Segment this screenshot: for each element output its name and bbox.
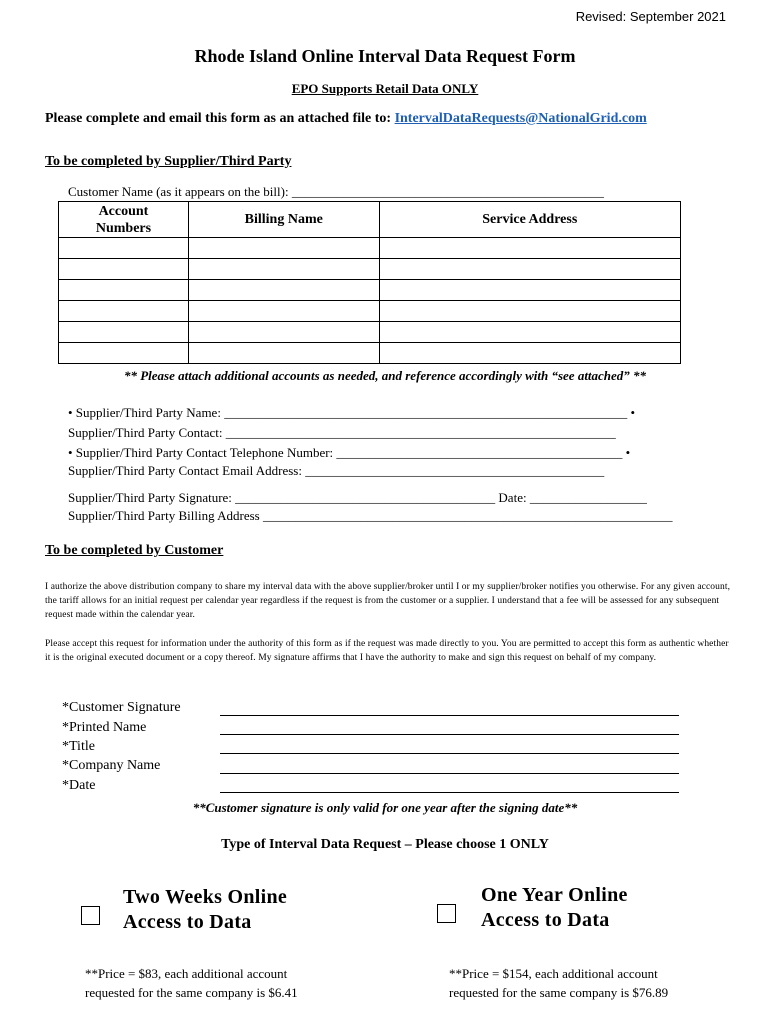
price-line: **Price = $83, each additional account	[85, 966, 288, 981]
supplier-phone-field[interactable]: • Supplier/Third Party Contact Telephone Number: ____________________________________________ •	[68, 445, 631, 460]
table-cell[interactable]	[188, 343, 379, 364]
company-name-line[interactable]	[220, 773, 679, 774]
table-cell[interactable]	[59, 301, 189, 322]
option-label-line: Access to Data	[481, 909, 610, 931]
table-cell[interactable]	[59, 280, 189, 301]
attach-accounts-note: ** Please attach additional accounts as needed, and reference accordingly with “see attached” **	[123, 368, 647, 383]
service-address-header: Service Address	[379, 202, 680, 238]
table-cell[interactable]	[379, 301, 680, 322]
supplier-name-field[interactable]: • Supplier/Third Party Name: ______________________________________________________________ •	[68, 405, 635, 420]
date-line[interactable]	[220, 792, 679, 793]
table-cell[interactable]	[379, 343, 680, 364]
table-row	[59, 322, 681, 343]
table-cell[interactable]	[188, 322, 379, 343]
one-year-checkbox[interactable]	[437, 904, 456, 923]
table-cell[interactable]	[59, 259, 189, 280]
signature-validity-note: **Customer signature is only valid for one year after the signing date**	[192, 800, 578, 815]
account-table	[58, 201, 681, 364]
table-cell[interactable]	[59, 322, 189, 343]
table-row	[59, 238, 681, 259]
title-label: *Title	[62, 739, 95, 754]
table-row	[59, 259, 681, 280]
customer-signature-line[interactable]	[220, 715, 679, 716]
price-line: **Price = $154, each additional account	[449, 966, 658, 981]
revision-date: Revised: September 2021	[575, 9, 726, 24]
supplier-signature-field[interactable]: Supplier/Third Party Signature: ________________________________________ Date: __________________	[68, 490, 647, 505]
supplier-email-field[interactable]: Supplier/Third Party Contact Email Address: ______________________________________________	[68, 463, 605, 478]
table-cell[interactable]	[379, 238, 680, 259]
table-row	[59, 301, 681, 322]
one-year-option-label	[481, 883, 628, 933]
title-line[interactable]	[220, 753, 679, 754]
table-cell[interactable]	[59, 238, 189, 259]
table-cell[interactable]	[59, 343, 189, 364]
supplier-section-heading: To be completed by Supplier/Third Party	[45, 154, 292, 169]
supplier-contact-field[interactable]: Supplier/Third Party Contact: ____________________________________________________________	[68, 425, 616, 440]
form-subtitle: EPO Supports Retail Data ONLY	[291, 81, 479, 96]
request-type-heading: Type of Interval Data Request – Please choose 1 ONLY	[221, 837, 549, 852]
account-numbers-header: Account Numbers	[59, 202, 189, 238]
table-cell[interactable]	[379, 322, 680, 343]
email-link[interactable]: IntervalDataRequests@NationalGrid.com	[394, 111, 647, 126]
billing-name-header: Billing Name	[188, 202, 379, 238]
form-title: Rhode Island Online Interval Data Request Form	[194, 46, 576, 66]
customer-name-field[interactable]: Customer Name (as it appears on the bill): ________________________________________________	[68, 184, 604, 199]
table-row	[59, 343, 681, 364]
table-row	[59, 280, 681, 301]
one-year-price	[449, 964, 668, 1002]
two-weeks-checkbox[interactable]	[81, 906, 100, 925]
table-cell[interactable]	[379, 259, 680, 280]
supplier-billing-address-field[interactable]: Supplier/Third Party Billing Address _______________________________________________________________	[68, 508, 673, 523]
table-cell[interactable]	[188, 301, 379, 322]
authority-paragraph: Please accept this request for information under the authority of this form as if the request was made directly to you. You are permitted to accept this form as authentic whether it is the original executed document or a copy thereof. My signature affirms that I have the authority to make and sign this request on behalf of my company.	[45, 639, 729, 663]
option-label-line: Two Weeks Online	[123, 886, 288, 908]
price-line: requested for the same company is $6.41	[85, 985, 298, 1000]
date-label: *Date	[62, 778, 96, 793]
table-cell[interactable]	[188, 238, 379, 259]
authorization-paragraph: I authorize the above distribution company to share my interval data with the above supplier/broker until I or my supplier/broker notifies you otherwise. For any given account, the tariff allows for an initial request per calendar year regardless if the request is from the customer or a supplier. I understand that a fee will be assessed for any subsequent request made within the calendar year.	[45, 582, 731, 620]
printed-name-line[interactable]	[220, 734, 679, 735]
table-cell[interactable]	[379, 280, 680, 301]
two-weeks-option-label	[123, 885, 287, 935]
table-cell[interactable]	[188, 280, 379, 301]
customer-signature-label: *Customer Signature	[62, 700, 181, 715]
two-weeks-price	[85, 964, 298, 1002]
email-instruction	[45, 111, 647, 127]
customer-section-heading: To be completed by Customer	[45, 543, 224, 558]
option-label-line: One Year Online	[481, 884, 628, 906]
table-cell[interactable]	[188, 259, 379, 280]
option-label-line: Access to Data	[123, 911, 252, 933]
company-name-label: *Company Name	[62, 758, 161, 773]
instruction-text: Please complete and email this form as an attached file to:	[45, 111, 392, 126]
price-line: requested for the same company is $76.89	[449, 985, 669, 1000]
printed-name-label: *Printed Name	[62, 720, 147, 735]
